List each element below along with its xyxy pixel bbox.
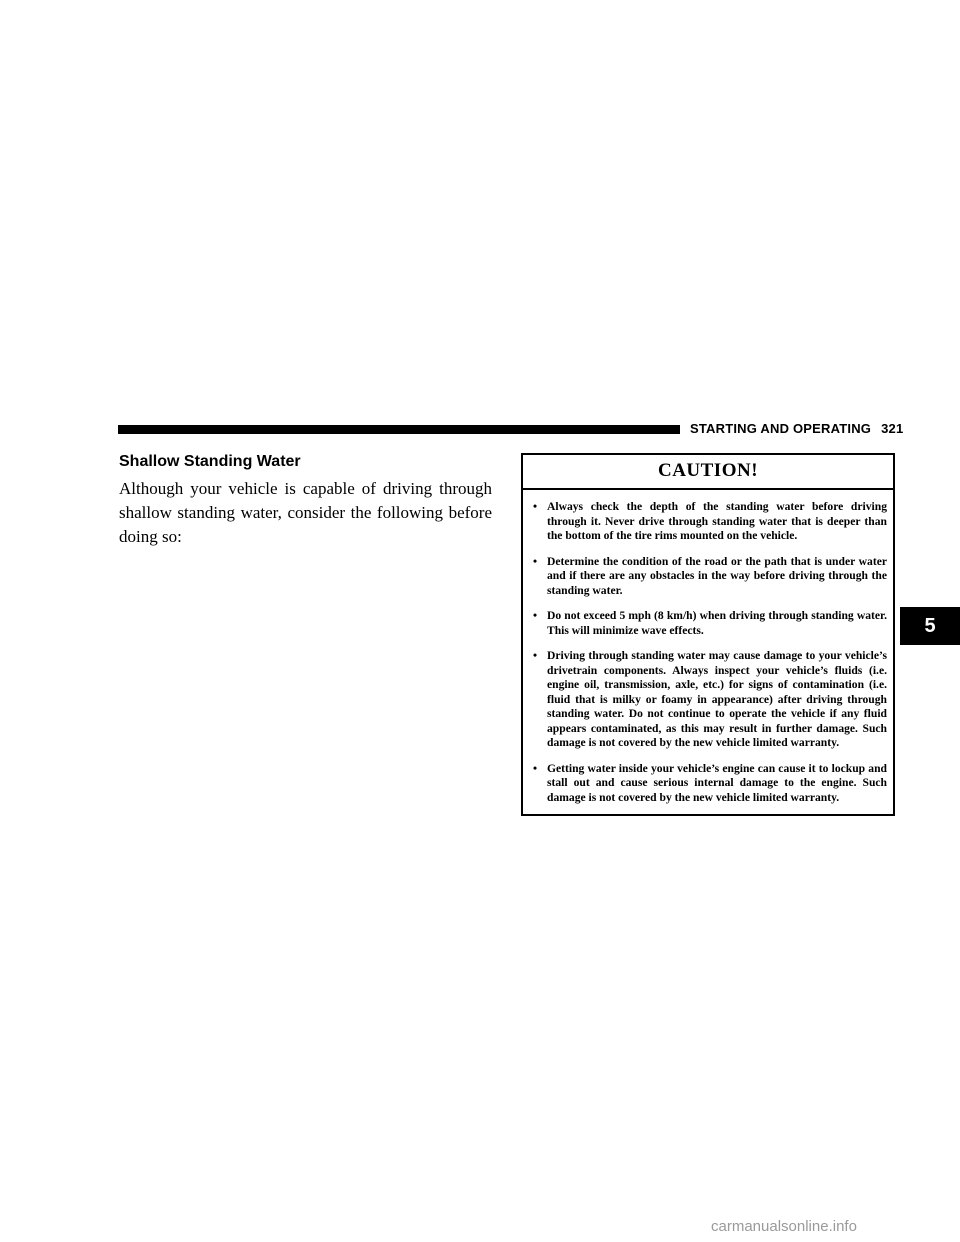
bullet-icon: • <box>533 761 538 775</box>
bullet-icon: • <box>533 500 538 513</box>
header-rule <box>118 425 680 434</box>
caution-box <box>521 453 895 816</box>
caution-item-text: Driving through standing water may cause damage to your vehicle’s drivetrain components. Always inspect your vehicle’s fluids (i.e. engine oil, transmission, axle, etc.) for signs of contamination (i.e. fluid that is milky or foamy in appearance) after driving through standing water. Do not continue to operate the vehicle if any fluid appears contaminated, as this may result in further damage. Such damage is not covered by the new vehicle limited warranty. <box>547 649 887 749</box>
section-title: Shallow Standing Water <box>119 453 301 470</box>
caution-item <box>533 762 887 806</box>
caution-item-text: Always check the depth of the standing water before driving through it. Never drive through standing water that is deeper than the bottom of the tire rims mounted on the vehicle. <box>547 500 887 542</box>
running-header <box>690 421 903 436</box>
caution-title: CAUTION! <box>523 455 893 490</box>
chapter-tab: 5 <box>900 607 960 645</box>
bullet-icon: • <box>533 554 538 568</box>
bullet-icon: • <box>533 649 538 662</box>
watermark-text: carmanualsonline.info <box>711 1218 857 1235</box>
bullet-icon: • <box>533 609 538 622</box>
caution-item <box>533 500 887 544</box>
intro-paragraph: Although your vehicle is capable of driving through shallow standing water, consider the following before doing so: <box>119 479 492 546</box>
caution-list <box>523 490 893 805</box>
caution-item <box>533 555 887 599</box>
header-section-title: STARTING AND OPERATING <box>690 421 872 436</box>
caution-item-text: Do not exceed 5 mph (8 km/h) when driving through standing water. This will minimize wave effects. <box>547 609 887 637</box>
caution-item-text: Getting water inside your vehicle’s engine can cause it to lockup and stall out and cause serious internal damage to the engine. Such damage is not covered by the new vehicle limited warranty. <box>547 761 887 804</box>
page-number: 321 <box>881 421 904 436</box>
caution-item <box>533 609 887 638</box>
caution-item-text: Determine the condition of the road or the path that is under water and if there are any obstacles in the way before driving through the standing water. <box>547 554 887 597</box>
caution-item <box>533 649 887 751</box>
